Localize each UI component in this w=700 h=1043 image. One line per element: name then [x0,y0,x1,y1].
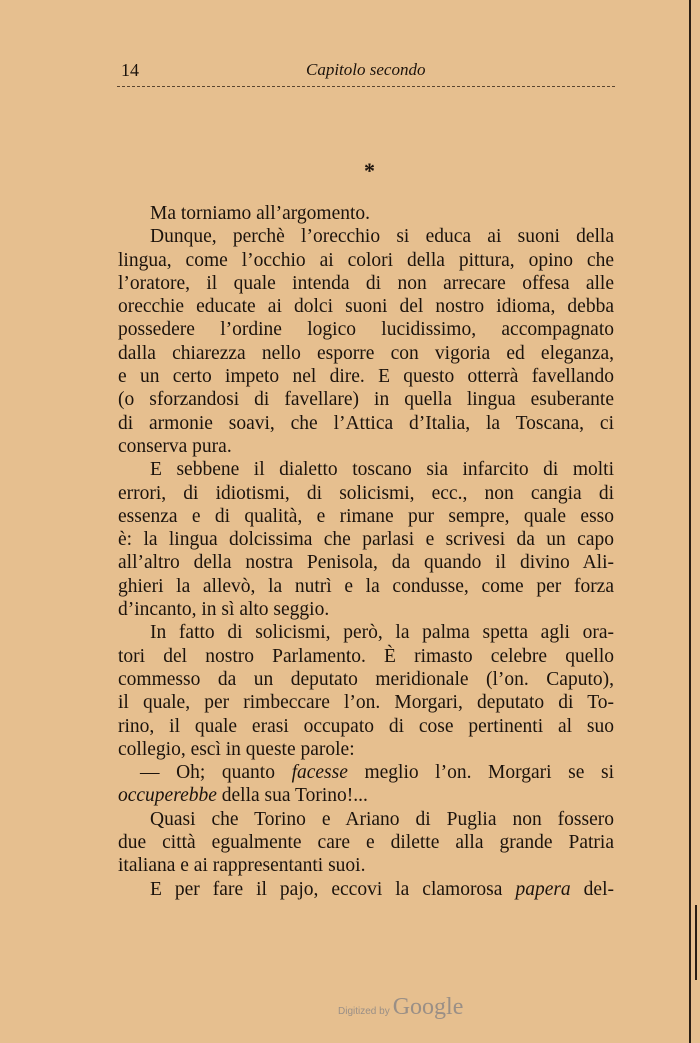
text-line: dalla chiarezza nello esporre con vigoria ed eleganza, [118,342,614,364]
text-line [118,878,614,901]
page-edge-mark [695,905,697,980]
text-line: essenza e di qualità, e rimane pur sempre, quale esso [118,505,614,527]
text-line: Ma torniamo all’argomento. [150,203,371,224]
text-line: Dunque, perchè l’orecchio si educa ai suoni della [150,226,614,248]
text-line: ghieri la allevò, la nutrì e la condusse, come per forza [118,575,614,597]
text-line: di armonie soavi, che l’Attica d’Italia, la Toscana, ci [118,412,614,434]
text-line: collegio, escì in queste parole: [118,738,355,760]
watermark-small: Digitized by [338,1006,390,1017]
quote-text: — Oh; quanto [140,762,292,784]
text-line: conserva pura. [118,435,232,457]
header-rule [117,86,615,87]
text-line: (o sforzandosi di favellare) in quella lingua esuberante [118,389,614,411]
text-line: d’incanto, in sì alto seggio. [118,599,330,621]
quote-line [118,761,614,784]
quote-italic: facesse [291,762,348,784]
page-number: 14 [121,60,139,80]
text-line: orecchie educate ai dolci suoni del nostro idioma, debba [118,296,614,318]
quote-text: meglio l’on. Morgari se si [347,762,614,784]
text-line: due città egualmente care e dilette alla grande Patria [118,832,614,854]
text-line: In fatto di solicismi, però, la palma spetta agli ora- [150,622,614,644]
quote-line [118,784,614,807]
google-logo: Google [392,994,464,1020]
text-line: lingua, come l’occhio ai colori della pittura, opino che [118,249,614,271]
text-line: l’oratore, il quale intenda di non arrecare offesa alle [118,272,614,294]
text-span: E per fare il pajo, eccovi la clamorosa [150,878,516,900]
italic-word: papera [515,878,571,900]
quote-text: della sua Torino!... [216,785,368,807]
text-line: errori, di idiotismi, di solicismi, ecc., non cangia di [118,482,614,504]
page-edge [689,0,691,1043]
body-text [118,202,614,901]
running-head: Capitolo secondo [306,60,426,79]
text-line: è: la lingua dolcissima che parlasi e scrivesi da un capo [118,529,614,551]
text-line: italiana e ai rappresentanti suoi. [118,855,366,877]
text-line: commesso da un deputato meridionale (l’on. Caputo), [118,668,614,690]
text-line: all’altro della nostra Penisola, da quando il divino Ali- [118,552,614,574]
text-line: il quale, per rimbeccare l’on. Morgari, deputato di To- [118,692,614,714]
page-header [118,60,614,82]
text-line: tori del nostro Parlamento. È rimasto celebre quello [118,645,614,667]
digitized-watermark [338,994,463,1021]
quote-italic: occuperebbe [118,785,217,807]
text-line: e un certo impeto nel dire. E questo otterrà favellando [118,366,614,388]
text-line: possedere l’ordine logico lucidissimo, accompagnato [118,319,614,341]
section-ornament: * [364,158,375,183]
text-span: del- [570,878,614,900]
text-line: Quasi che Torino e Ariano di Puglia non fossero [150,808,614,830]
text-line: rino, il quale erasi occupato di cose pertinenti al suo [118,715,614,737]
text-line: E sebbene il dialetto toscano sia infarcito di molti [150,459,614,481]
